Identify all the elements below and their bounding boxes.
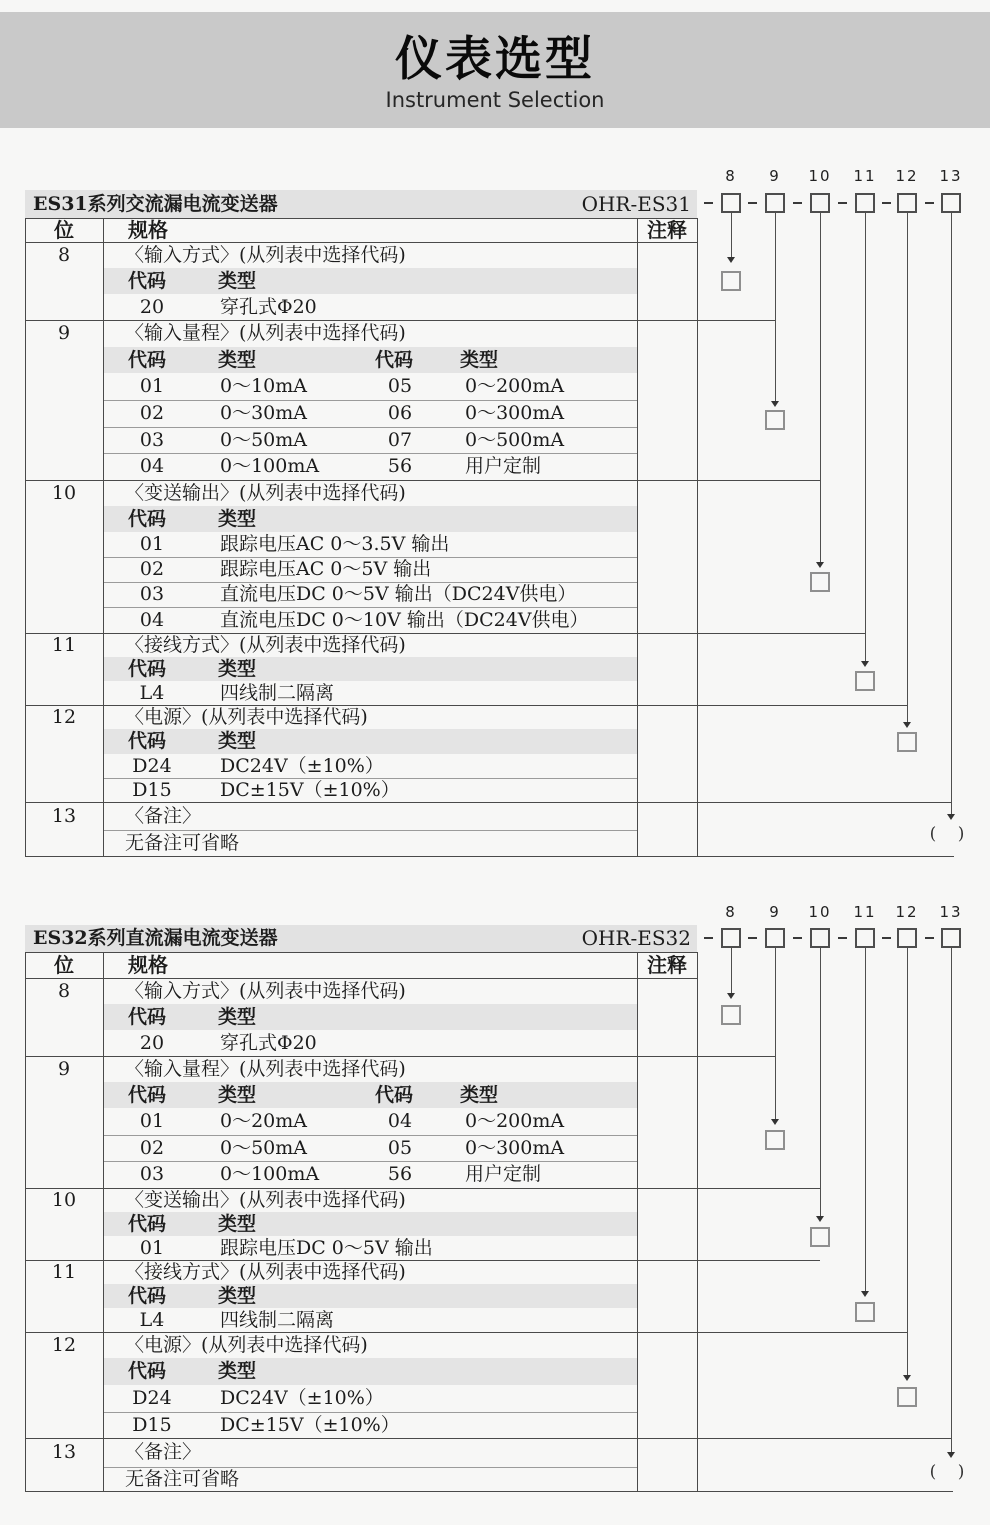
section-pos: 12: [51, 1334, 77, 1356]
column-header-note: 注释: [647, 218, 687, 242]
subtable-header-code: 代码: [128, 1084, 167, 1106]
digit-label: 13: [939, 167, 963, 185]
table-border-line: [25, 218, 26, 857]
code-cell: 01: [139, 375, 165, 397]
type-cell: 0～20mA: [220, 1110, 308, 1132]
target-box: [810, 1227, 830, 1247]
subtable-header-type: 类型: [218, 1360, 257, 1382]
type-cell: DC24V（±10%）: [220, 755, 384, 777]
type-cell: 穿孔式Φ20: [220, 296, 317, 318]
section-label: 〈电源〉(从列表中选择代码): [125, 706, 368, 728]
paren-placeholder: ( ): [929, 1462, 973, 1482]
target-box: [855, 671, 875, 691]
section-pos: 10: [51, 482, 77, 504]
section-label: 〈输入量程〉(从列表中选择代码): [125, 1058, 406, 1080]
digit-label: 9: [769, 903, 781, 921]
section-pos: 9: [57, 322, 71, 344]
section-label: 〈输入方式〉(从列表中选择代码): [125, 980, 406, 1002]
digit-label: 8: [725, 903, 737, 921]
subtable-header-strip: [104, 1004, 637, 1030]
subtable-header-strip: [104, 347, 637, 373]
code-cell: 05: [387, 1137, 413, 1159]
target-box: [765, 410, 785, 430]
digit-label: 12: [895, 903, 919, 921]
digit-label: 12: [895, 167, 919, 185]
code-box: [897, 193, 917, 213]
arrow-head: [947, 814, 955, 820]
table-border-line: [697, 218, 698, 857]
subtable-header-code: 代码: [128, 730, 167, 752]
type-cell: 0～300mA: [465, 402, 565, 424]
table-border-line: [697, 952, 698, 1492]
row-divider: [104, 1161, 637, 1162]
type-cell: 跟踪电压AC 0～3.5V 输出: [220, 533, 450, 555]
code-box: [765, 193, 785, 213]
subtable-header-strip: [104, 268, 637, 294]
code-box: [721, 193, 741, 213]
table1-model-code: OHR-ES31: [581, 192, 691, 216]
code-cell: L4: [139, 682, 165, 704]
section-pos: 10: [51, 1189, 77, 1211]
digit-label: 9: [769, 167, 781, 185]
code-cell: 01: [139, 1110, 165, 1132]
digit-label: 11: [853, 903, 877, 921]
dash: [925, 937, 934, 939]
type-cell: 跟踪电压AC 0～5V 输出: [220, 558, 432, 580]
dash: [838, 202, 847, 204]
dash: [793, 937, 802, 939]
type-cell: 四线制二隔离: [220, 1309, 335, 1331]
type-cell: DC±15V（±10%）: [220, 1414, 400, 1436]
code-cell: D15: [132, 1414, 172, 1436]
arrow-head: [861, 661, 869, 667]
code-cell: D15: [132, 779, 172, 801]
arrow-head: [816, 562, 824, 568]
code-cell: 03: [139, 583, 165, 605]
code-box: [855, 928, 875, 948]
arrow-head: [771, 401, 779, 407]
digit-label: 10: [808, 903, 832, 921]
subtable-header-type: 类型: [460, 1084, 499, 1106]
code-cell: 20: [139, 296, 165, 318]
connector-line: [775, 948, 776, 1119]
connector-line: [731, 948, 732, 993]
dash: [793, 202, 802, 204]
dash: [882, 937, 891, 939]
subtable-header-strip: [104, 1284, 637, 1308]
subtable-header-type: 类型: [218, 349, 257, 371]
table2-model-code: OHR-ES32: [581, 926, 691, 950]
code-cell: 04: [387, 1110, 413, 1132]
code-cell: 02: [139, 558, 165, 580]
section-label: 〈接线方式〉(从列表中选择代码): [125, 634, 406, 656]
target-box: [855, 1302, 875, 1322]
connector-line: [951, 948, 952, 1452]
arrow-head: [903, 1375, 911, 1381]
connector-line: [731, 213, 732, 257]
dash: [925, 202, 934, 204]
subtable-header-strip: [104, 729, 637, 754]
target-box: [721, 1005, 741, 1025]
arrow-head: [947, 1452, 955, 1458]
type-cell: 0～100mA: [220, 455, 320, 477]
dash: [838, 937, 847, 939]
connector-line: [951, 213, 952, 814]
table-border-line: [25, 952, 697, 953]
section-label: 〈接线方式〉(从列表中选择代码): [125, 1261, 406, 1283]
type-cell: 0～300mA: [465, 1137, 565, 1159]
digit-label: 10: [808, 167, 832, 185]
code-cell: 20: [139, 1032, 165, 1054]
code-box: [897, 928, 917, 948]
section-label: 〈输入量程〉(从列表中选择代码): [125, 322, 406, 344]
code-cell: 06: [387, 402, 413, 424]
type-cell: 跟踪电压DC 0～5V 输出: [220, 1237, 433, 1259]
code-cell: 02: [139, 1137, 165, 1159]
type-cell: 0～30mA: [220, 402, 308, 424]
subtable-header-code: 代码: [128, 270, 167, 292]
table2-title: ES32系列直流漏电流变送器: [33, 927, 278, 949]
subtable-header-code: 代码: [375, 1084, 414, 1106]
dash: [882, 202, 891, 204]
subtable-header-code: 代码: [128, 658, 167, 680]
dash: [704, 937, 713, 939]
arrow-head: [727, 257, 735, 263]
type-cell: DC±15V（±10%）: [220, 779, 400, 801]
subtable-header-code: 代码: [128, 349, 167, 371]
code-box: [941, 193, 961, 213]
subtable-header-strip: [104, 657, 637, 681]
code-cell: 04: [139, 455, 165, 477]
type-cell: 0～200mA: [465, 1110, 565, 1132]
section-label: 〈输入方式〉(从列表中选择代码): [125, 244, 406, 266]
subtable-header-strip: [104, 1082, 637, 1108]
code-cell: 56: [387, 455, 413, 477]
section-pos: 8: [57, 980, 71, 1002]
code-cell: L4: [139, 1309, 165, 1331]
subtable-header-strip: [104, 1358, 637, 1385]
subtable-header-code: 代码: [128, 1006, 167, 1028]
arrow-head: [727, 993, 735, 999]
dash: [748, 937, 757, 939]
section-label: 〈变送输出〉(从列表中选择代码): [125, 482, 406, 504]
type-cell: 0～200mA: [465, 375, 565, 397]
connector-line: [865, 948, 866, 1291]
target-box: [765, 1130, 785, 1150]
type-cell: 直流电压DC 0～5V 输出（DC24V供电）: [220, 583, 577, 605]
code-box: [721, 928, 741, 948]
target-box: [810, 572, 830, 592]
dash: [748, 202, 757, 204]
section-pos: 11: [51, 634, 77, 656]
section-label: 〈变送输出〉(从列表中选择代码): [125, 1189, 406, 1211]
pos-column-divider: [103, 218, 104, 857]
note-column-divider: [637, 218, 638, 857]
code-cell: D24: [132, 755, 172, 777]
type-cell: 0～50mA: [220, 1137, 308, 1159]
connector-line: [775, 213, 776, 401]
subtable-header-type: 类型: [218, 1213, 257, 1235]
code-cell: 01: [139, 533, 165, 555]
code-cell: 02: [139, 402, 165, 424]
target-box: [897, 1387, 917, 1407]
table-bottom-extender: [25, 856, 954, 857]
dash: [704, 202, 713, 204]
digit-label: 8: [725, 167, 737, 185]
note-column-divider: [637, 952, 638, 1492]
section-label: 〈电源〉(从列表中选择代码): [125, 1334, 368, 1356]
subtable-header-code: 代码: [128, 1360, 167, 1382]
type-cell: 四线制二隔离: [220, 682, 335, 704]
subtable-header-code: 代码: [128, 1213, 167, 1235]
connector-line: [907, 948, 908, 1375]
digit-label: 11: [853, 167, 877, 185]
arrow-head: [903, 722, 911, 728]
code-box: [810, 928, 830, 948]
column-header-spec: 规格: [128, 953, 168, 977]
subtable-header-code: 代码: [128, 1285, 167, 1307]
column-header-pos: 位: [54, 953, 74, 977]
subtable-header-code: 代码: [375, 349, 414, 371]
digit-label: 13: [939, 903, 963, 921]
section-pos: 9: [57, 1058, 71, 1080]
page-title: 仪表选型: [395, 32, 595, 87]
subtable-header-type: 类型: [218, 270, 257, 292]
subtable-header-type: 类型: [460, 349, 499, 371]
type-cell: 0～50mA: [220, 429, 308, 451]
code-box: [855, 193, 875, 213]
type-cell: 用户定制: [465, 1163, 542, 1185]
type-cell: 0～500mA: [465, 429, 565, 451]
type-cell: 穿孔式Φ20: [220, 1032, 317, 1054]
remark-note: 无备注可省略: [125, 832, 240, 854]
table-bottom-extender: [25, 1491, 953, 1492]
section-label: 〈备注〉: [125, 805, 202, 827]
code-cell: 03: [139, 429, 165, 451]
arrow-head: [816, 1216, 824, 1222]
arrow-head: [861, 1291, 869, 1297]
subtable-header-type: 类型: [218, 1084, 257, 1106]
table1-title: ES31系列交流漏电流变送器: [33, 193, 278, 215]
page-banner: [0, 12, 990, 128]
subtable-header-code: 代码: [128, 508, 167, 530]
row-divider: [104, 453, 637, 454]
connector-line: [865, 213, 866, 661]
subtable-header-type: 类型: [218, 730, 257, 752]
target-box: [721, 271, 741, 291]
type-cell: 0～10mA: [220, 375, 308, 397]
table-border-line: [25, 952, 26, 1492]
section-label: 〈备注〉: [125, 1441, 202, 1463]
page-subtitle: Instrument Selection: [385, 87, 605, 112]
section-pos: 8: [57, 244, 71, 266]
column-header-note: 注释: [647, 953, 687, 977]
arrow-head: [771, 1119, 779, 1125]
section-pos: 13: [51, 1441, 77, 1463]
code-cell: 04: [139, 609, 165, 631]
section-pos: 11: [51, 1261, 77, 1283]
type-cell: 0～100mA: [220, 1163, 320, 1185]
code-cell: 05: [387, 375, 413, 397]
section-pos: 13: [51, 805, 77, 827]
subtable-header-type: 类型: [218, 1285, 257, 1307]
type-cell: 用户定制: [465, 455, 542, 477]
code-box: [941, 928, 961, 948]
remark-note: 无备注可省略: [125, 1468, 240, 1490]
section-pos: 12: [51, 706, 77, 728]
type-cell: 直流电压DC 0～10V 输出（DC24V供电）: [220, 609, 589, 631]
type-cell: DC24V（±10%）: [220, 1387, 384, 1409]
code-cell: D24: [132, 1387, 172, 1409]
subtable-header-strip: [104, 506, 637, 532]
table-border-line: [25, 218, 697, 219]
column-header-pos: 位: [54, 218, 74, 242]
subtable-header-type: 类型: [218, 1006, 257, 1028]
connector-line: [820, 948, 821, 1216]
target-box: [897, 732, 917, 752]
column-header-spec: 规格: [128, 218, 168, 242]
subtable-header-strip: [104, 1212, 637, 1236]
code-cell: 56: [387, 1163, 413, 1185]
code-cell: 07: [387, 429, 413, 451]
code-box: [810, 193, 830, 213]
subtable-header-type: 类型: [218, 658, 257, 680]
code-cell: 03: [139, 1163, 165, 1185]
connector-line: [820, 213, 821, 562]
code-box: [765, 928, 785, 948]
connector-line: [907, 213, 908, 722]
subtable-header-type: 类型: [218, 508, 257, 530]
code-cell: 01: [139, 1237, 165, 1259]
paren-placeholder: ( ): [929, 824, 973, 844]
